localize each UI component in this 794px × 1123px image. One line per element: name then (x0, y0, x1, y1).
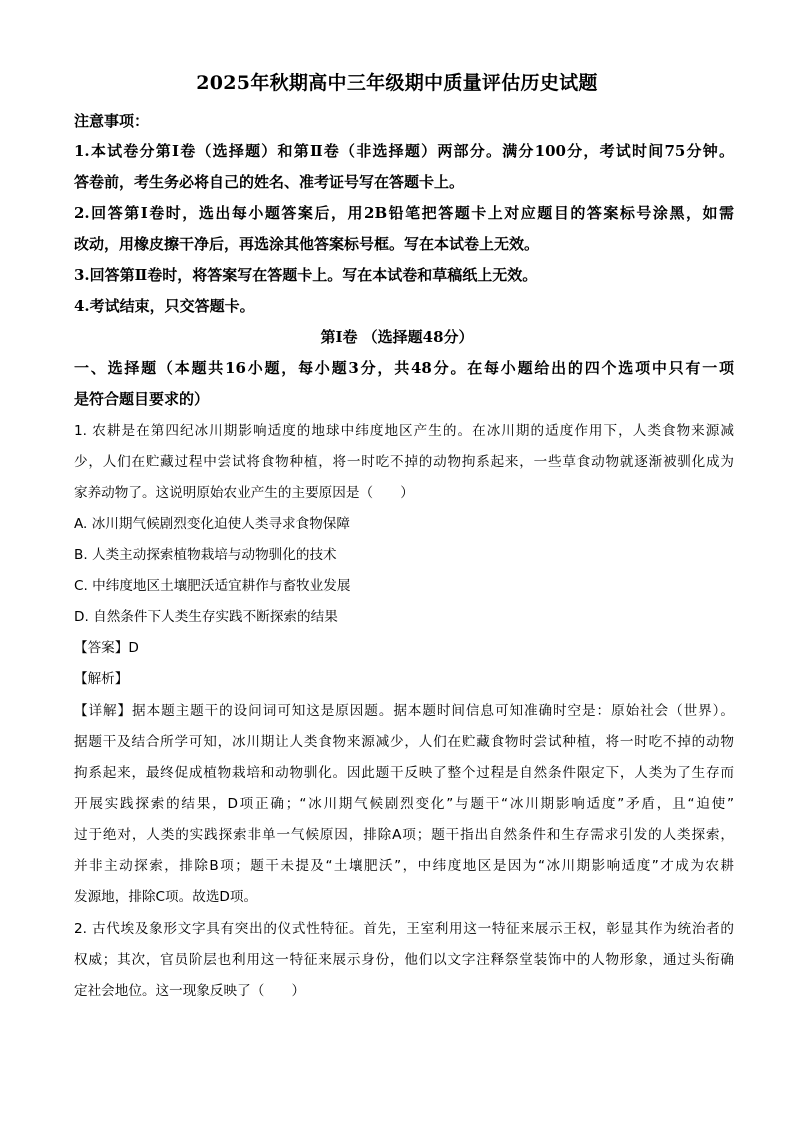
q1-option-a: A. 冰川期气候剧烈变化迫使人类寻求食物保障 (74, 516, 350, 532)
notice-line-3: 2.回答第Ⅰ卷时，选出每小题答案后，用2B铅笔把答题卡上对应题目的答案标号涂黑，如需 (74, 204, 734, 222)
notice-line-4: 改动，用橡皮擦干净后，再选涂其他答案标号框。写在本试卷上无效。 (74, 235, 540, 253)
q1-stem-line-3: 家养动物了。这说明原始农业产生的主要原因是（ ） (74, 485, 414, 501)
q1-detail-line-7: 发源地，排除C项。故选D项。 (74, 889, 258, 905)
q1-detail-line-4: 开展实践探索的结果，D项正确；“冰川期气候剧烈变化”与题干“冰川期影响适度”矛盾，且“迫使” (74, 796, 734, 812)
q1-detail-line-1: 【详解】据本题主题干的设问词可知这是原因题。据本题时间信息可知准确时空是：原始社会（世界）。 (74, 703, 734, 719)
page-title: 2025年秋期高中三年级期中质量评估历史试题 (196, 72, 598, 94)
notice-heading: 注意事项： (74, 112, 150, 130)
notice-line-2: 答卷前，考生务必将自己的姓名、准考证号写在答题卡上。 (74, 173, 465, 191)
q1-option-c: C. 中纬度地区土壤肥沃适宜耕作与畜牧业发展 (74, 578, 351, 594)
q1-analysis-label: 【解析】 (74, 671, 129, 687)
q1-option-b: B. 人类主动探索植物栽培与动物驯化的技术 (74, 547, 337, 563)
notice-line-1: 1.本试卷分第Ⅰ卷（选择题）和第Ⅱ卷（非选择题）两部分。满分100分，考试时间75分钟。 (74, 142, 734, 160)
q1-answer: 【答案】D (74, 640, 139, 656)
notice-line-5: 3.回答第Ⅱ卷时，将答案写在答题卡上。写在本试卷和草稿纸上无效。 (74, 266, 538, 284)
section-instruction-1: 一、选择题（本题共16小题，每小题3分，共48分。在每小题给出的四个选项中只有一项 (74, 359, 734, 377)
q1-detail-line-3: 拘系起来，最终促成植物栽培和动物驯化。因此题干反映了整个过程是自然条件限定下，人类为了生存而 (74, 765, 734, 781)
q1-detail-line-6: 并非主动探索，排除B项；题干未提及“土壤肥沃”，中纬度地区是因为“冰川期影响适度”才成为农耕 (74, 858, 734, 874)
section-title: 第Ⅰ卷 （选择题48分） (320, 328, 474, 346)
q1-detail-line-2: 据题干及结合所学可知，冰川期让人类食物来源减少，人们在贮藏食物时尝试种植，将一时吃不掉的动物 (74, 734, 734, 750)
q2-stem-line-1: 2. 古代埃及象形文字具有突出的仪式性特征。首先，王室利用这一特征来展示王权，彰显其作为统治者的 (74, 921, 734, 937)
q1-detail-line-5: 过于绝对，人类的实践探索非单一气候原因，排除A项；题干指出自然条件和生存需求引发的人类探索， (74, 827, 734, 843)
q1-stem-line-1: 1. 农耕是在第四纪冰川期影响适度的地球中纬度地区产生的。在冰川期的适度作用下，人类食物来源减 (74, 423, 734, 439)
notice-line-6: 4.考试结束，只交答题卡。 (74, 297, 255, 315)
section-instruction-2: 是符合题目要求的） (74, 390, 210, 408)
q1-option-d: D. 自然条件下人类生存实践不断探索的结果 (74, 609, 338, 625)
q2-stem-line-3: 定社会地位。这一现象反映了（ ） (74, 983, 306, 999)
q1-stem-line-2: 少，人们在贮藏过程中尝试将食物种植，将一时吃不掉的动物拘系起来，一些草食动物就逐渐被驯化成为 (74, 454, 734, 470)
q2-stem-line-2: 权威；其次，官员阶层也利用这一特征来展示身份，他们以文字注释祭堂装饰中的人物形象，通过头衔确 (74, 952, 734, 968)
